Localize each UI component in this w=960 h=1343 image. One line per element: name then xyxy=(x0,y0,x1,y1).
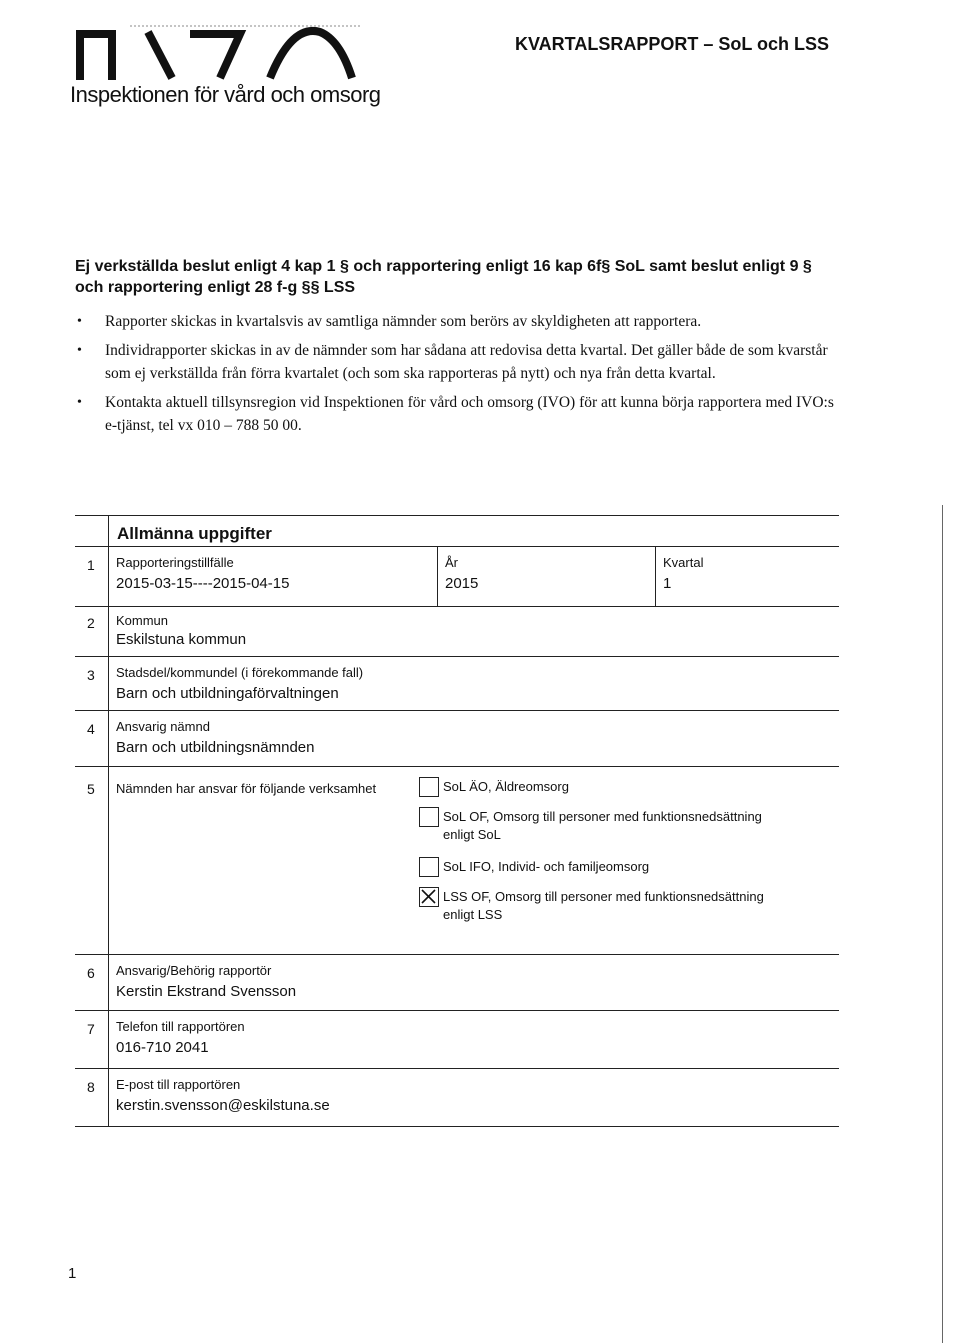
form-title-row xyxy=(75,516,839,546)
email-label: E-post till rapportören xyxy=(116,1077,241,1092)
row-number: 7 xyxy=(87,1021,95,1037)
section-title: Allmänna uppgifter xyxy=(117,524,272,543)
form-row-municipality xyxy=(75,606,839,657)
option-label-sol-ifo: SoL IFO, Individ- och familjeomsorg xyxy=(443,859,650,874)
row-number: 6 xyxy=(87,965,95,981)
district-value[interactable]: Barn och utbildningaförvaltningen xyxy=(116,685,339,702)
reporting-period-value[interactable]: 2015-03-15----2015-04-15 xyxy=(116,575,290,592)
checkmark-x-icon xyxy=(420,888,437,905)
row-number: 5 xyxy=(87,781,95,797)
option-label-lss-of: LSS OF, Omsorg till personer med funktionsnedsättning enligt LSS xyxy=(443,889,764,922)
row-number: 1 xyxy=(87,557,95,573)
phone-value[interactable]: 016-710 2041 xyxy=(116,1039,209,1056)
margin-line xyxy=(942,505,943,1343)
checkbox-sol-of[interactable] xyxy=(419,807,439,827)
year-value[interactable]: 2015 xyxy=(445,575,479,592)
logo-tagline: Inspektionen för vård och omsorg xyxy=(70,82,381,107)
reporting-period-label: Rapporteringstillfälle xyxy=(116,555,234,570)
intro-heading: Ej verkställda beslut enligt 4 kap 1 § och rapportering enligt 16 kap 6f§ SoL samt beslut enligt 9 § och rapportering enligt 28 f-g §§ LSS xyxy=(75,258,812,296)
intro-bullet: • Individrapporter skickas in av de nämnder som har sådana att redovisa detta kvartal. Det gäller både de som kvarstår som ej verkställda från förra kvartalet (och som ska rapporteras på nytt) och nya från detta kvartal. xyxy=(75,339,835,385)
email-value[interactable]: kerstin.svensson@eskilstuna.se xyxy=(116,1097,330,1114)
row-number: 2 xyxy=(87,615,95,631)
form-row-responsibilities xyxy=(75,766,839,955)
intro-bullet: • Rapporter skickas in kvartalsvis av samtliga nämnder som berörs av skyldigheten att rapportera. xyxy=(75,310,835,333)
year-label: År xyxy=(445,555,458,570)
general-info-form xyxy=(75,515,839,1127)
district-label: Stadsdel/kommundel (i förekommande fall) xyxy=(116,665,364,680)
form-row-reporting-period xyxy=(75,546,839,607)
quarter-value[interactable]: 1 xyxy=(663,575,672,592)
row-number: 3 xyxy=(87,667,95,683)
option-label-sol-of: SoL OF, Omsorg till personer med funktionsnedsättning enligt SoL xyxy=(443,809,762,842)
option-label-sol-ao: SoL ÄO, Äldreomsorg xyxy=(443,779,569,794)
responsible-board-label: Ansvarig nämnd xyxy=(116,719,210,734)
page-number: 1 xyxy=(68,1265,77,1282)
responsible-board-value[interactable]: Barn och utbildningsnämnden xyxy=(116,739,315,756)
checkbox-sol-ifo[interactable] xyxy=(419,857,439,877)
row-number: 8 xyxy=(87,1079,95,1095)
quarter-label: Kvartal xyxy=(663,555,704,570)
responsibilities-label: Nämnden har ansvar för följande verksamhet xyxy=(116,781,377,796)
reporter-value[interactable]: Kerstin Ekstrand Svensson xyxy=(116,983,297,1000)
checkbox-sol-ao[interactable] xyxy=(419,777,439,797)
form-row-reporter xyxy=(75,954,839,1011)
intro-bullet: • Kontakta aktuell tillsynsregion vid Inspektionen för vård och omsorg (IVO) för att kunna börja rapportera med IVO:s e-tjänst, tel vx 010 – 788 50 00. xyxy=(75,391,835,437)
municipality-value[interactable]: Eskilstuna kommun xyxy=(116,631,247,648)
report-title: KVARTALSRAPPORT – SoL och LSS xyxy=(515,34,830,54)
checkbox-lss-of[interactable] xyxy=(419,887,439,907)
form-row-responsible-board xyxy=(75,710,839,767)
form-row-email xyxy=(75,1068,839,1127)
form-row-district xyxy=(75,656,839,711)
reporter-label: Ansvarig/Behörig rapportör xyxy=(116,963,272,978)
intro-bullet-list xyxy=(75,310,835,443)
municipality-label: Kommun xyxy=(116,613,169,628)
row-number: 4 xyxy=(87,721,95,737)
year-column-divider xyxy=(437,547,438,607)
phone-label: Telefon till rapportören xyxy=(116,1019,245,1034)
quarter-column-divider xyxy=(655,547,656,607)
form-row-phone xyxy=(75,1010,839,1069)
